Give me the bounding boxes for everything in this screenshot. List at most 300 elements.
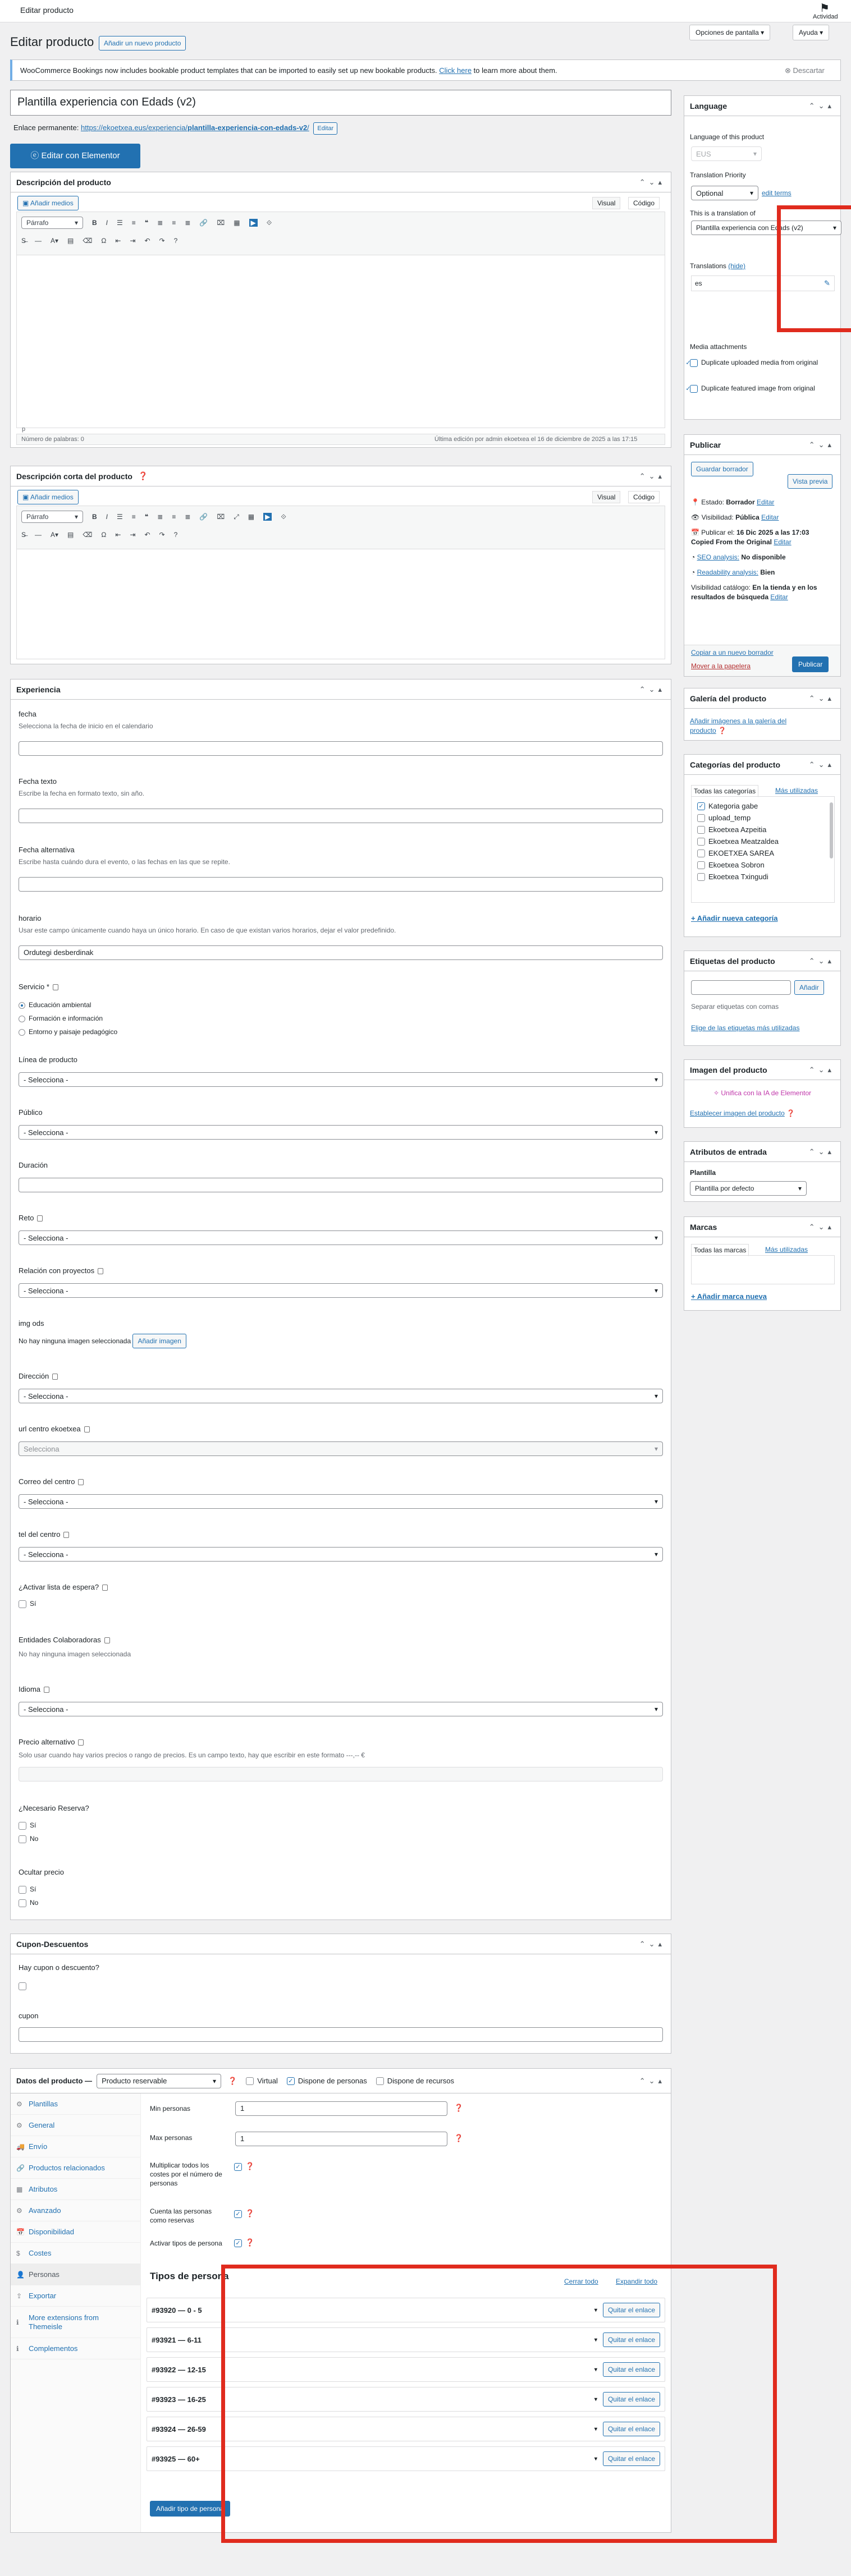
multiply-checkbox[interactable]: [234, 2162, 254, 2171]
entidades-label: Entidades Colaboradoras: [19, 1636, 110, 1644]
language-label: Language of this product: [690, 133, 765, 141]
reto-select[interactable]: - Selecciona - ▾: [19, 1230, 663, 1245]
img-ods-label: img ods: [19, 1319, 44, 1328]
italic-icon[interactable]: I: [106, 513, 108, 521]
types-enabled-checkbox[interactable]: [234, 2238, 254, 2247]
publico-select[interactable]: - Selecciona - ▾: [19, 1125, 663, 1140]
catalog-edit-link[interactable]: Editar: [770, 593, 788, 601]
min-personas-input[interactable]: 1: [235, 2101, 447, 2116]
tab-all-categories[interactable]: Todas las categorías: [691, 785, 758, 797]
lock-icon: [84, 1426, 90, 1432]
bullet-list-icon[interactable]: ☰: [117, 219, 123, 227]
help-icon[interactable]: ❓: [718, 727, 726, 734]
checkbox-icon: [697, 873, 705, 881]
lock-icon: [52, 1374, 58, 1380]
radio-icon: [19, 1029, 25, 1036]
tab-brands-used[interactable]: Más utilizadas: [765, 1246, 808, 1253]
tab-envio[interactable]: 🚚 Envío: [11, 2136, 140, 2157]
checkbox-icon: [19, 1982, 26, 1990]
checkbox-icon: [697, 826, 705, 834]
product-image-title: Imagen del producto: [690, 1065, 767, 1075]
add-brand-link[interactable]: + Añadir marca nueva: [691, 1292, 767, 1301]
strike-icon[interactable]: S̶: [21, 531, 26, 539]
help-icon[interactable]: ❓: [786, 1109, 795, 1117]
horario-input[interactable]: Ordutegi desberdinak: [19, 945, 663, 960]
category-item[interactable]: EKOETXEA SAREA: [697, 847, 829, 859]
bullet-list-icon[interactable]: ☰: [117, 513, 123, 521]
reserva-option-si[interactable]: Sí: [19, 1819, 38, 1832]
keyboard-help-icon[interactable]: ?: [173, 237, 178, 245]
tab-themeisle[interactable]: ℹ More extensions from Themeisle: [11, 2307, 140, 2338]
editor-content-area[interactable]: [16, 549, 665, 659]
direccion-select[interactable]: - Selecciona - ▾: [19, 1389, 663, 1403]
chevron-down-icon[interactable]: ▾: [594, 2455, 597, 2462]
fecha-input[interactable]: [19, 741, 663, 756]
toolbar-toggle-icon[interactable]: ▦: [248, 513, 255, 521]
box-controls[interactable]: ⌃⌄▴: [808, 694, 835, 702]
page-title: Editar producto: [10, 35, 94, 49]
help-icon: ❓: [245, 2162, 255, 2170]
checkbox-icon: [19, 1822, 26, 1830]
post-title-input[interactable]: Plantilla experiencia con Edads (v2): [10, 90, 671, 116]
copy-draft-link[interactable]: Copiar a un nuevo borrador: [691, 649, 774, 656]
lock-icon: [98, 1268, 103, 1274]
bookings-notice: [10, 59, 841, 81]
add-tag-button[interactable]: Añadir: [794, 980, 824, 995]
person-type-row[interactable]: #93923 — 16-25 ▾ Quitar el enlace: [147, 2387, 665, 2412]
cupon-question: Hay cupon o descuento?: [19, 1963, 99, 1972]
product-type-select[interactable]: Producto reservable ▾: [97, 2074, 221, 2088]
servicio-option[interactable]: Educación ambiental: [19, 998, 117, 1012]
number-list-icon[interactable]: ≡: [131, 219, 136, 227]
product-data-title: Datos del producto —: [16, 2077, 93, 2085]
personas-toggle[interactable]: ✓ Dispone de personas: [287, 2077, 367, 2086]
preview-button[interactable]: Vista previa: [788, 474, 832, 489]
url-centro-select[interactable]: Selecciona ▾: [19, 1441, 663, 1456]
chevron-down-icon[interactable]: ▾: [594, 2396, 597, 2403]
person-type-row[interactable]: #93920 — 0 - 5 ▾ Quitar el enlace: [147, 2298, 665, 2322]
number-list-icon[interactable]: ≡: [131, 513, 136, 521]
entidades-none: No hay ninguna imagen seleccionada: [19, 1650, 131, 1658]
box-controls[interactable]: ⌃⌄▴: [639, 471, 665, 480]
strike-icon[interactable]: S̶: [21, 237, 26, 245]
calendar-icon: 📅: [16, 2228, 25, 2236]
text-color-icon[interactable]: A▾: [51, 237, 59, 245]
trash-link[interactable]: Mover a la papelera: [691, 662, 751, 670]
dismiss-notice[interactable]: ⊗ Descartar: [785, 66, 825, 75]
unlink-button[interactable]: Quitar el enlace: [603, 2362, 660, 2377]
notice-link[interactable]: Click here: [439, 66, 472, 75]
person-types-title: Tipos de persona: [150, 2271, 229, 2281]
box-controls[interactable]: ⌃⌄▴: [808, 1222, 835, 1231]
tab-code[interactable]: Código: [628, 491, 660, 503]
tab-disponibilidad[interactable]: 📅 Disponibilidad: [11, 2221, 140, 2243]
ocultar-options: [19, 1882, 38, 1909]
checkbox-icon: ✓: [234, 2210, 242, 2218]
wpml-icon[interactable]: ▶: [249, 219, 258, 227]
format-select[interactable]: Párrafo ▾: [21, 511, 83, 523]
checkbox-icon: [246, 2077, 254, 2085]
add-media-button[interactable]: ▣ Añadir medios: [17, 196, 79, 210]
virtual-toggle[interactable]: Virtual: [246, 2077, 278, 2086]
activity-link[interactable]: Actividad: [813, 13, 838, 20]
date-edit-link[interactable]: Editar: [774, 538, 791, 546]
lock-icon: [37, 1215, 43, 1222]
close-all-link[interactable]: Cerrar todo: [564, 2277, 598, 2285]
redo-icon[interactable]: ↷: [159, 531, 165, 539]
priority-select[interactable]: Optional ▾: [691, 186, 758, 200]
product-image-box: [684, 1059, 841, 1128]
fecha-alt-desc: Escribe hasta cuándo dura el evento, o las fechas en las que se repite.: [19, 858, 230, 866]
hr-icon[interactable]: —: [35, 531, 42, 539]
categories-box: [684, 754, 841, 937]
money-icon: $: [16, 2249, 20, 2257]
media-icon: ▣: [22, 199, 31, 207]
tab-personas[interactable]: 👤 Personas: [11, 2264, 140, 2285]
help-icon[interactable]: ❓: [228, 2076, 237, 2085]
img-ods-row: No hay ninguna imagen seleccionada Añadir imagen: [19, 1334, 186, 1348]
tab-atributos[interactable]: ▦ Atributos: [11, 2179, 140, 2200]
espera-option[interactable]: Sí: [19, 1600, 36, 1608]
bold-icon[interactable]: B: [92, 219, 97, 227]
hr-icon[interactable]: —: [35, 237, 42, 245]
editor-toolbar: [16, 212, 665, 255]
align-left-icon[interactable]: ≣: [157, 219, 163, 227]
permalink-link[interactable]: https://ekoetxea.eus/experiencia/plantilla-experiencia-con-edads-v2/: [80, 123, 309, 132]
servicio-option[interactable]: Entorno y paisaje pedagógico: [19, 1025, 117, 1039]
category-item[interactable]: ✓ Kategoria gabe: [697, 800, 829, 812]
indent-icon[interactable]: ⇥: [130, 531, 136, 539]
dismiss-icon: ⊗: [785, 66, 791, 75]
elementor-ai-link[interactable]: ✧ Unifica con la IA de Elementor: [713, 1089, 812, 1097]
paste-text-icon[interactable]: ▤: [67, 237, 74, 245]
special-char-icon[interactable]: Ω: [101, 237, 107, 245]
redo-icon[interactable]: ↷: [159, 237, 165, 245]
box-controls[interactable]: ⌃⌄▴: [808, 101, 835, 110]
expand-all-link[interactable]: Expandir todo: [616, 2277, 658, 2285]
paste-text-icon[interactable]: ▤: [67, 531, 74, 539]
help-icon[interactable]: ❓: [138, 471, 148, 480]
box-controls[interactable]: ⌃⌄▴: [808, 1065, 835, 1074]
box-controls[interactable]: ⌃⌄▴: [639, 685, 665, 694]
quote-icon[interactable]: ❝: [144, 513, 149, 521]
unlink-button[interactable]: Quitar el enlace: [603, 2332, 660, 2347]
checkbox-icon: [697, 814, 705, 822]
bold-icon[interactable]: B: [92, 513, 97, 521]
box-controls[interactable]: ⌃⌄▴: [808, 440, 835, 449]
text-color-icon[interactable]: A▾: [51, 531, 59, 539]
duracion-label: Duración: [19, 1161, 48, 1169]
plugin-icon[interactable]: ⟐: [281, 512, 286, 521]
tab-costes[interactable]: $ Costes: [11, 2243, 140, 2264]
editor-status-bar: [16, 434, 665, 445]
unlink-button[interactable]: Quitar el enlace: [603, 2422, 660, 2436]
product-description-box: [10, 172, 671, 448]
tel-select[interactable]: - Selecciona - ▾: [19, 1547, 663, 1562]
tel-label: tel del centro: [19, 1530, 69, 1539]
special-char-icon[interactable]: Ω: [101, 531, 107, 539]
link-icon[interactable]: 🔗: [199, 219, 208, 227]
tab-general[interactable]: ⚙ General: [11, 2115, 140, 2136]
category-item[interactable]: Ekoetxea Azpeitia: [697, 824, 829, 835]
screen-options-button[interactable]: Opciones de pantalla ▾: [689, 25, 770, 40]
align-left-icon[interactable]: ≣: [157, 513, 163, 521]
checkbox-icon: ✓: [690, 385, 698, 393]
export-icon: ⇪: [16, 2292, 22, 2300]
unlink-button[interactable]: Quitar el enlace: [603, 2451, 660, 2466]
category-item[interactable]: Ekoetxea Txingudi: [697, 871, 829, 883]
reserva-label: ¿Necesario Reserva?: [19, 1804, 89, 1812]
linea-label: Línea de producto: [19, 1055, 77, 1064]
choose-tags-link[interactable]: Elige de las etiquetas más utilizadas: [691, 1024, 800, 1032]
count-checkbox[interactable]: [234, 2209, 254, 2218]
help-icon: ❓: [245, 2209, 255, 2217]
status-edit-link[interactable]: Editar: [757, 498, 775, 506]
tab-code[interactable]: Código: [628, 197, 660, 209]
cupon-label: cupon: [19, 2012, 39, 2020]
category-item[interactable]: upload_temp: [697, 812, 829, 824]
tag-input[interactable]: [691, 980, 791, 995]
person-type-row[interactable]: #93922 — 12-15 ▾ Quitar el enlace: [147, 2357, 665, 2382]
unlink-button[interactable]: Quitar el enlace: [603, 2392, 660, 2407]
servicio-label: Servicio *: [19, 982, 58, 991]
format-select[interactable]: Párrafo ▾: [21, 217, 83, 229]
gallery-add-link[interactable]: Añadir imágenes a la galería del producto: [690, 717, 787, 734]
brands-title: Marcas: [690, 1222, 717, 1232]
add-image-button[interactable]: Añadir imagen: [132, 1334, 186, 1348]
elementor-button[interactable]: ⓔ Editar con Elementor: [10, 144, 140, 168]
experiencia-box: [10, 679, 671, 1920]
direccion-label: Dirección: [19, 1372, 58, 1380]
unlink-button[interactable]: Quitar el enlace: [603, 2303, 660, 2317]
add-category-link[interactable]: + Añadir nueva categoría: [691, 914, 778, 922]
recursos-toggle[interactable]: Dispone de recursos: [376, 2077, 454, 2086]
permalink: Enlace permanente: https://ekoetxea.eus/experiencia/plantilla-experiencia-con-edads-v2/ Editar: [13, 122, 337, 135]
experiencia-title: Experiencia: [16, 685, 61, 694]
set-image-link[interactable]: Establecer imagen del producto: [690, 1109, 785, 1117]
keyboard-help-icon[interactable]: ?: [173, 531, 178, 539]
tab-visual[interactable]: Visual: [592, 491, 620, 503]
save-draft-button[interactable]: Guardar borrador: [691, 462, 753, 476]
help-icon[interactable]: ❓: [454, 2104, 464, 2112]
gallery-add: [690, 717, 813, 736]
undo-icon[interactable]: ↶: [144, 237, 150, 245]
editor-content-area[interactable]: [16, 255, 665, 428]
tab-plantillas[interactable]: ⚙ Plantillas: [11, 2093, 140, 2115]
tags-title: Etiquetas del producto: [690, 956, 775, 966]
info-icon: ℹ: [16, 2344, 19, 2353]
tags-box: [684, 950, 841, 1046]
brands-box: [684, 1216, 841, 1311]
ai-icon: ✧: [713, 1089, 721, 1097]
indent-icon[interactable]: ⇥: [130, 237, 136, 245]
template-select[interactable]: Plantilla por defecto ▾: [690, 1181, 807, 1196]
cupon-box: [10, 1934, 671, 2054]
tab-productos-relacionados[interactable]: 🔗 Productos relacionados: [11, 2157, 140, 2179]
checkbox-icon: ✓: [234, 2163, 242, 2171]
count-label: Cuenta las personas como reservas: [150, 2207, 212, 2224]
outdent-icon[interactable]: ⇤: [115, 531, 121, 539]
tags-hint: Separar etiquetas con comas: [691, 1003, 779, 1011]
info-icon: ℹ: [16, 2318, 19, 2326]
publish-button[interactable]: Publicar: [792, 656, 829, 672]
box-controls[interactable]: ⌃⌄▴: [639, 177, 665, 186]
gear-icon: ⚙: [16, 2206, 22, 2215]
dup-featured-option[interactable]: ✓ Duplicate featured image from original: [685, 384, 815, 392]
reserva-options: [19, 1819, 38, 1845]
precio-alt-input[interactable]: [19, 1767, 663, 1781]
undo-icon[interactable]: ↶: [144, 531, 150, 539]
elementor-icon: ⓔ: [30, 151, 42, 160]
idioma-label: Idioma: [19, 1685, 49, 1693]
person-type-row[interactable]: #93924 — 26-59 ▾ Quitar el enlace: [147, 2417, 665, 2441]
top-bar: [0, 0, 851, 22]
calendar-icon: 📅: [691, 529, 702, 536]
chevron-down-icon[interactable]: ▾: [594, 2426, 597, 2432]
outdent-icon[interactable]: ⇤: [115, 237, 121, 245]
checkbox-icon: [697, 838, 705, 846]
add-new-product-button[interactable]: Añadir un nuevo producto: [99, 36, 186, 50]
dup-media-option[interactable]: ✓ Duplicate uploaded media from original: [685, 359, 818, 366]
relacion-label: Relación con proyectos: [19, 1266, 103, 1275]
table-icon: ▦: [16, 2185, 23, 2193]
box-controls[interactable]: ⌃⌄▴: [808, 760, 835, 769]
ocultar-option-si[interactable]: Sí: [19, 1882, 38, 1896]
tab-complementos[interactable]: ℹ Complementos: [11, 2338, 140, 2359]
chevron-down-icon[interactable]: ▾: [594, 2366, 597, 2373]
checkbox-icon: [19, 1600, 26, 1608]
idioma-select[interactable]: - Selecciona - ▾: [19, 1702, 663, 1716]
url-centro-label: url centro ekoetxea: [19, 1425, 90, 1433]
pin-icon: 📍: [691, 498, 702, 506]
notice-text: WooCommerce Bookings now includes bookable product templates that can be imported to easily set up new bookable products.: [20, 66, 437, 75]
ocultar-option-no[interactable]: No: [19, 1896, 38, 1909]
editor-toolbar: [16, 506, 665, 549]
media-icon: ▣: [22, 493, 31, 501]
checkbox-icon: [19, 1835, 26, 1843]
tab-exportar[interactable]: ⇪ Exportar: [11, 2285, 140, 2307]
visibility-edit-link[interactable]: Editar: [761, 513, 779, 521]
italic-icon[interactable]: I: [106, 219, 108, 227]
box-controls[interactable]: ⌃⌄▴: [639, 2076, 665, 2085]
precio-alt-desc: Solo usar cuando hay varios precios o rango de precios. Es un campo texto, hay que escribir en este formato ---,-- €: [19, 1751, 365, 1759]
duracion-input[interactable]: [19, 1178, 663, 1192]
tab-visual[interactable]: Visual: [592, 197, 620, 209]
category-item[interactable]: Ekoetxea Sobron: [697, 859, 829, 871]
pencil-icon[interactable]: ✎: [824, 279, 830, 287]
checkbox-icon: ✓: [287, 2077, 295, 2085]
fecha-texto-input[interactable]: [19, 809, 663, 823]
checkbox-icon: ✓: [690, 359, 698, 367]
translation-of-select[interactable]: Plantilla experiencia con Edads (v2) ▾: [691, 221, 841, 235]
wpml-icon[interactable]: ▶: [263, 513, 272, 521]
correo-select[interactable]: - Selecciona - ▾: [19, 1494, 663, 1509]
unlink-icon[interactable]: ⌧: [217, 513, 225, 521]
lock-icon: [53, 984, 58, 990]
cupon-checkbox[interactable]: [19, 1981, 30, 1990]
align-center-icon[interactable]: ≡: [172, 513, 176, 521]
lock-icon: [78, 1739, 84, 1746]
multiply-label: Multiplicar todos los costes por el número de personas: [150, 2161, 222, 2187]
correo-label: Correo del centro: [19, 1477, 84, 1486]
align-right-icon[interactable]: ≣: [185, 219, 191, 227]
language-title: Language: [690, 101, 728, 111]
plugin-icon[interactable]: ⟐: [266, 218, 272, 227]
edit-terms-link[interactable]: edit terms: [762, 189, 791, 197]
relacion-select[interactable]: - Selecciona - ▾: [19, 1283, 663, 1298]
person-type-row[interactable]: #93925 — 60+ ▾ Quitar el enlace: [147, 2446, 665, 2471]
add-media-button[interactable]: ▣ Añadir medios: [17, 490, 79, 504]
help-icon[interactable]: ❓: [454, 2134, 464, 2142]
add-person-type-button[interactable]: Añadir tipo de persona: [150, 2501, 230, 2517]
cupon-input[interactable]: [19, 2027, 663, 2042]
person-icon: 👤: [16, 2270, 25, 2279]
annotation-box-person-types: [221, 2265, 777, 2543]
publish-details: 📍 Estado: Borrador Editar 👁 Visibilidad: Pública Editar 📅 Publicar el: 16 Dic 2025 a las 17:03 Copied From the Original Editar ◔ SEO analysis: No disponible ◔ Readability analysis: Bien Visibilidad catálogo: En la tienda y en los resultados de búsqueda Editar: [691, 498, 817, 601]
radio-icon: [19, 1002, 25, 1009]
language-select[interactable]: EUS ▾: [691, 146, 762, 161]
checkbox-icon: [697, 850, 705, 857]
priority-label: Translation Priority: [690, 171, 746, 179]
clear-format-icon[interactable]: ⌫: [83, 531, 93, 539]
espera-label: ¿Activar lista de espera?: [19, 1583, 108, 1591]
reserva-option-no[interactable]: No: [19, 1832, 38, 1845]
checkbox-icon: [697, 861, 705, 869]
unlink-icon[interactable]: ⌧: [217, 219, 225, 227]
topbar-title: Editar producto: [20, 6, 74, 15]
scrollbar[interactable]: [830, 802, 833, 858]
clear-format-icon[interactable]: ⌫: [83, 237, 93, 245]
align-center-icon[interactable]: ≡: [172, 219, 176, 227]
box-controls[interactable]: ⌃⌄▴: [808, 1147, 835, 1156]
chevron-down-icon[interactable]: ▾: [594, 2336, 597, 2343]
seo-icon: ◔: [691, 553, 697, 561]
checkbox-icon: [376, 2077, 384, 2085]
quote-icon[interactable]: ❝: [144, 219, 149, 227]
flag-icon[interactable]: ⚑: [820, 2, 830, 15]
attrs-box: [684, 1141, 841, 1202]
max-personas-input[interactable]: 1: [235, 2132, 447, 2146]
checkbox-icon: ✓: [234, 2239, 242, 2247]
tab-all-brands[interactable]: Todas las marcas: [691, 1244, 749, 1256]
eye-icon: 👁: [691, 513, 702, 521]
short-description-title: Descripción corta del producto: [16, 471, 132, 481]
reto-label: Reto: [19, 1214, 43, 1222]
box-controls[interactable]: ⌃⌄▴: [808, 956, 835, 965]
tab-most-used[interactable]: Más utilizadas: [775, 787, 818, 795]
person-type-row[interactable]: #93921 — 6-11 ▾ Quitar el enlace: [147, 2327, 665, 2352]
link-icon: 🔗: [16, 2164, 25, 2172]
category-item[interactable]: Ekoetxea Meatzaldea: [697, 835, 829, 847]
permalink-edit-button[interactable]: Editar: [313, 122, 337, 135]
link-icon[interactable]: 🔗: [199, 513, 208, 521]
lock-icon: [104, 1637, 110, 1643]
servicio-option[interactable]: Formación e información: [19, 1012, 117, 1025]
fullscreen-icon[interactable]: ⤢: [234, 512, 239, 521]
truck-icon: 🚚: [16, 2142, 25, 2151]
help-button[interactable]: Ayuda ▾: [793, 25, 829, 40]
fecha-desc: Selecciona la fecha de inicio en el calendario: [19, 722, 153, 730]
tab-avanzado[interactable]: ⚙ Avanzado: [11, 2200, 140, 2221]
fecha-alt-input[interactable]: [19, 877, 663, 892]
align-right-icon[interactable]: ≣: [185, 513, 191, 521]
hide-link[interactable]: (hide): [728, 262, 745, 270]
chevron-down-icon[interactable]: ▾: [594, 2307, 597, 2313]
box-controls[interactable]: ⌃⌄▴: [639, 1939, 665, 1948]
publish-actions: [684, 645, 840, 676]
linea-select[interactable]: - Selecciona - ▾: [19, 1072, 663, 1087]
toolbar-toggle-icon[interactable]: ▦: [234, 219, 240, 227]
